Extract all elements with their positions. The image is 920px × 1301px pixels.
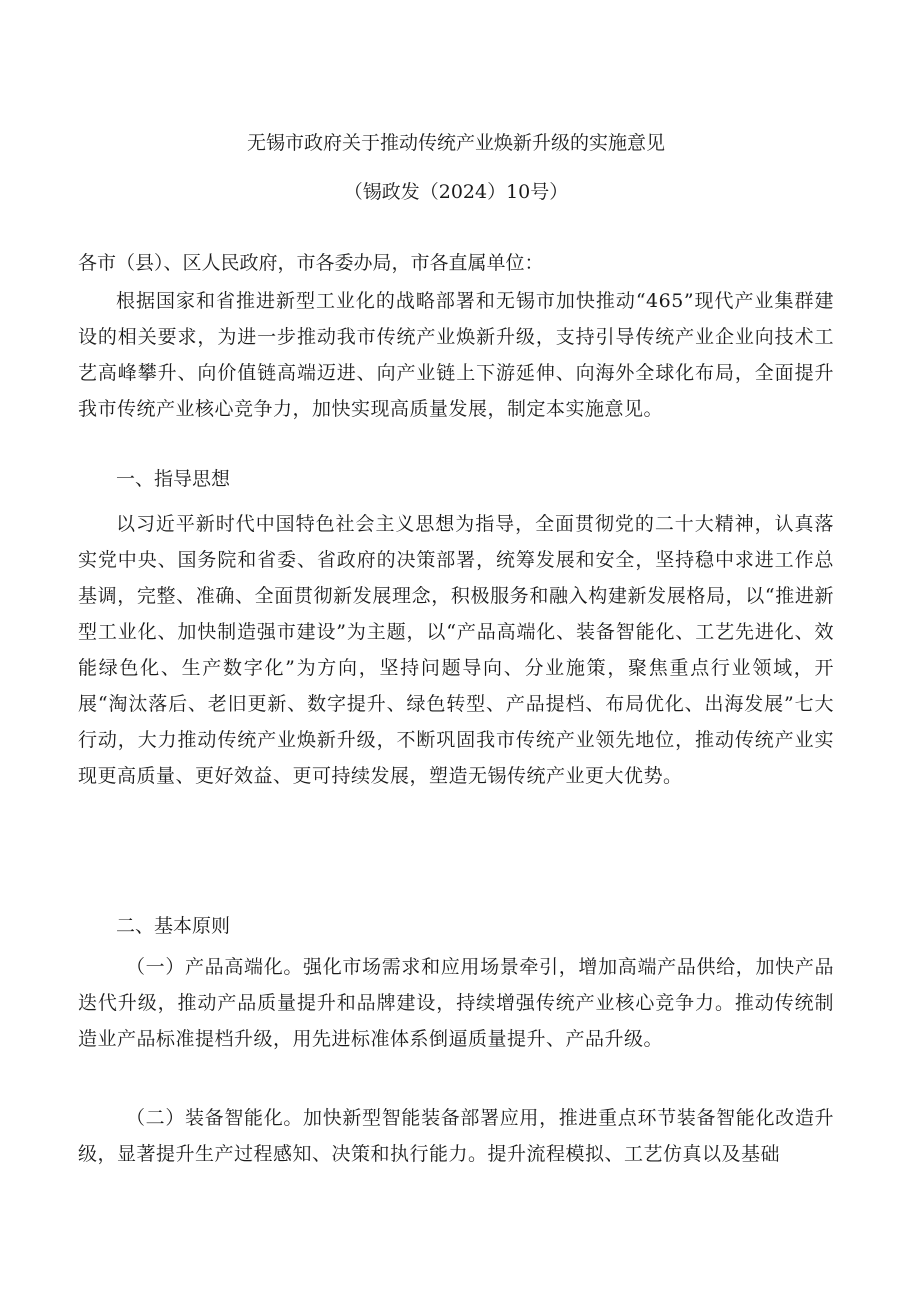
salutation: 各市（县）、区人民政府，市各委办局，市各直属单位：: [78, 252, 544, 274]
intro-paragraph: 根据国家和省推进新型工业化的战略部署和无锡市加快推动“465”现代产业集群建设的相关要求，为进一步推动我市传统产业焕新升级，支持引导传统产业企业向技术工艺高峰攀升、向价值链高端迈进、向产业链上下游延伸、向海外全球化布局，全面提升我市传统产业核心竞争力，加快实现高质量发展，制定本实施意见。: [78, 290, 834, 420]
section-heading-basic-principles: 二、基本原则: [116, 915, 231, 937]
document-title: 无锡市政府关于推动传统产业焕新升级的实施意见: [246, 132, 665, 154]
document-page: [78, 0, 834, 1301]
principle-equipment-paragraph: （二）装备智能化。加快新型智能装备部署应用，推进重点环节装备智能化改造升级，显著提升生产过程感知、决策和执行能力。提升流程模拟、工艺仿真以及基础: [78, 1107, 834, 1165]
section-heading-guiding-ideology: 一、指导思想: [116, 468, 231, 490]
document-number: （锡政发（2024）10号）: [343, 181, 569, 203]
principle-product-paragraph: （一）产品高端化。强化市场需求和应用场景牵引，增加高端产品供给，加快产品迭代升级，推动产品质量提升和品牌建设，持续增强传统产业核心竞争力。推动传统制造业产品标准提档升级，用先进标准体系倒逼质量提升、产品升级。: [78, 956, 834, 1050]
guiding-ideology-paragraph: 以习近平新时代中国特色社会主义思想为指导，全面贯彻党的二十大精神，认真落实党中央、国务院和省委、省政府的决策部署，统筹发展和安全，坚持稳中求进工作总基调，完整、准确、全面贯彻新发展理念，积极服务和融入构建新发展格局，以“推进新型工业化、加快制造强市建设”为主题，以“产品高端化、装备智能化、工艺先进化、效能绿色化、生产数字化”为方向，坚持问题导向、分业施策，聚焦重点行业领域，开展“淘汰落后、老旧更新、数字提升、绿色转型、产品提档、布局优化、出海发展”七大行动，大力推动传统产业焕新升级，不断巩固我市传统产业领先地位，推动传统产业实现更高质量、更好效益、更可持续发展，塑造无锡传统产业更大优势。: [78, 513, 834, 787]
